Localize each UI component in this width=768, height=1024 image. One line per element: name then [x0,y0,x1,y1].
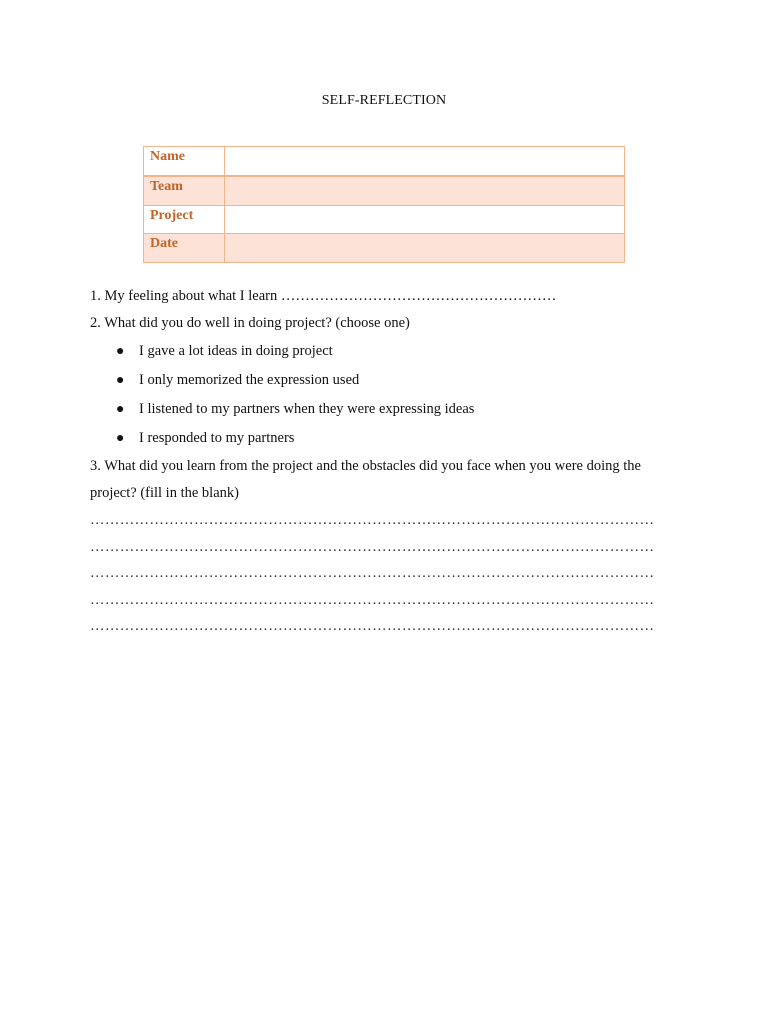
page-title: SELF-REFLECTION [321,93,447,108]
question-2: 2. What did you do well in doing project? (choose one) [90,315,410,331]
table-row-team [144,176,625,206]
option-text: I gave a lot ideas in doing project [139,343,333,359]
list-item [116,395,680,424]
blank-line[interactable]: …………………………………………………………………………………………………… [90,538,655,555]
table-row-date [144,234,625,263]
bullet-icon: ● [116,402,125,417]
blank-line[interactable]: …………………………………………………………………………………………………… [90,591,655,608]
bullet-icon: ● [116,344,125,359]
blank-line[interactable]: …………………………………………………………………………………………………… [90,512,655,528]
option-text: I listened to my partners when they were expressing ideas [139,401,475,417]
name-field[interactable] [225,147,625,177]
question-3: 3. What did you learn from the project and the obstacles did you face when you were doing the project? (fill in the blank) [90,458,641,501]
team-label: Team [144,176,225,206]
questions-section [90,283,680,640]
bullet-icon: ● [116,431,125,446]
project-label: Project [144,206,225,234]
team-field[interactable] [225,176,625,206]
date-field[interactable] [225,234,625,263]
table-row-project [144,206,625,234]
project-field[interactable] [225,206,625,234]
question-1: 1. My feeling about what I learn ………………………………………………… [90,288,557,304]
list-item [116,366,680,395]
option-text: I responded to my partners [139,430,295,446]
bullet-icon: ● [116,373,125,388]
option-text: I only memorized the expression used [139,372,360,388]
question-2-options [90,337,680,453]
list-item [116,424,680,453]
table-row-name [144,147,625,177]
blank-line[interactable]: …………………………………………………………………………………………………… [90,565,655,581]
info-table [143,146,625,263]
list-item [116,337,680,366]
blank-line[interactable]: …………………………………………………………………………………………………… [90,618,655,634]
date-label: Date [144,234,225,263]
name-label: Name [144,147,225,177]
